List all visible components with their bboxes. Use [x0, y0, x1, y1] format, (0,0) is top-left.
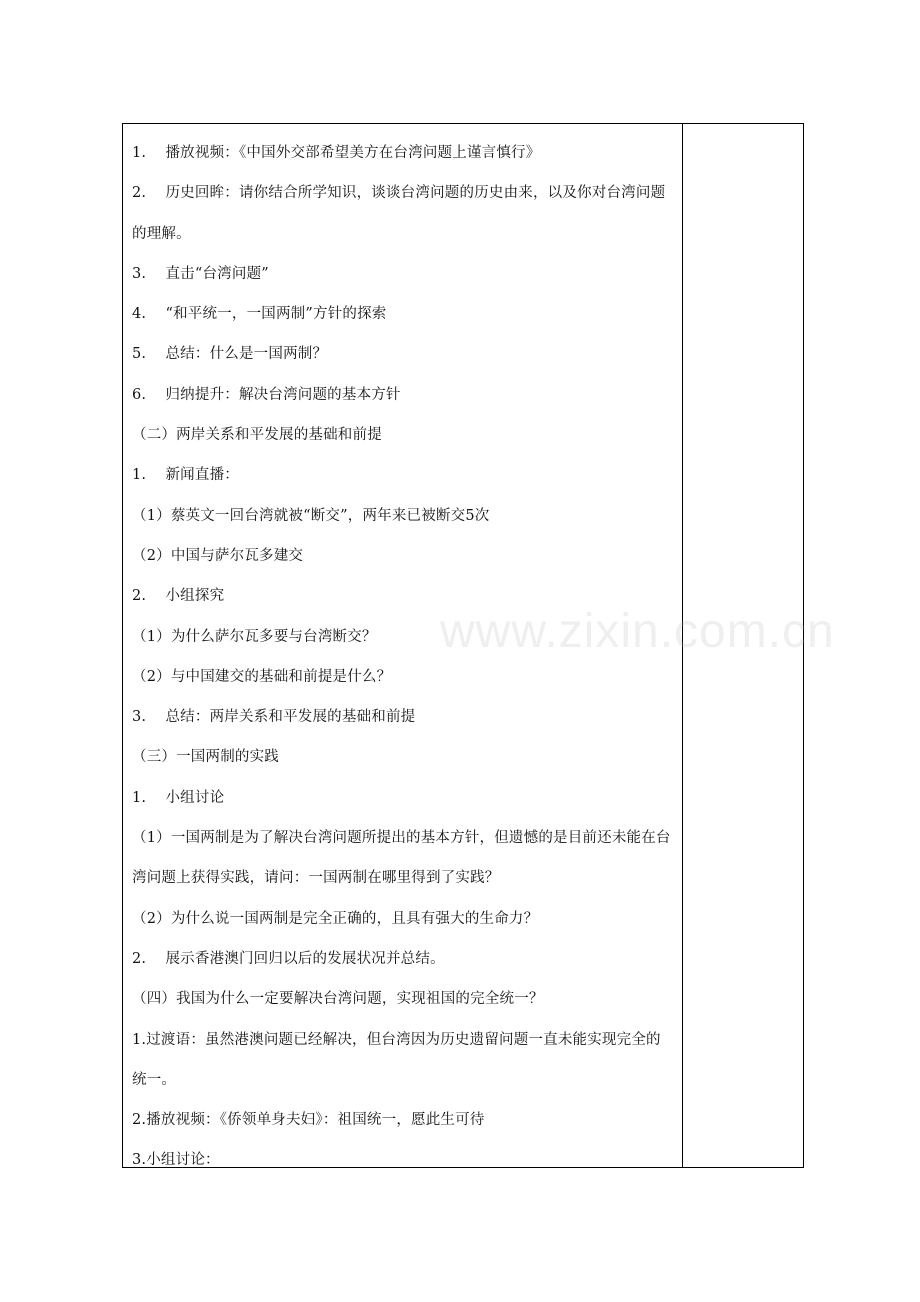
paragraph-15: （1）一国两制是为了解决台湾问题所提出的基本方针，但遗憾的是目前还未能在台湾问题上获得实践，请问：一国两制在哪里得到了实践？: [132, 830, 671, 887]
paragraph-9: （2）中国与萨尔瓦多建交: [132, 547, 304, 564]
paragraph-5: 5. 总结：什么是一国两制？: [132, 346, 328, 363]
paragraph-11: （1）为什么萨尔瓦多要与台湾断交？: [132, 628, 377, 645]
paragraph-6: 6. 归纳提升：解决台湾问题的基本方针: [132, 386, 401, 403]
paragraph-18: 1.过渡语：虽然港澳问题已经解决，但台湾因为历史遗留问题一直未能实现完全的统一。: [132, 1031, 661, 1088]
watermark: www.zixin.com.cn: [440, 605, 835, 658]
paragraph-7: 1. 新闻直播：: [132, 467, 239, 484]
paragraph-2: 2. 历史回眸：请你结合所学知识，谈谈台湾问题的历史由来，以及你对台湾问题的理解。: [132, 185, 666, 242]
section-heading-2: （二）两岸关系和平发展的基础和前提: [132, 427, 382, 444]
paragraph-12: （2）与中国建交的基础和前提是什么？: [132, 668, 392, 685]
paragraph-20: 3.小组讨论：: [132, 1152, 220, 1169]
paragraph-13: 3. 总结：两岸关系和平发展的基础和前提: [132, 709, 416, 726]
paragraph-3: 3. 直击“台湾问题”: [132, 265, 269, 282]
section-heading-3: （三）一国两制的实践: [132, 749, 279, 766]
paragraph-1: 1. 播放视频：《中国外交部希望美方在台湾问题上谨言慎行》: [132, 145, 541, 161]
paragraph-16: （2）为什么说一国两制是完全正确的，且具有强大的生命力？: [132, 910, 539, 927]
paragraph-8: （1）蔡英文一回台湾就被“断交”，两年来已被断交5次: [132, 507, 490, 524]
paragraph-19: 2.播放视频：《侨领单身夫妇》：祖国统一，愿此生可待: [132, 1112, 485, 1129]
paragraph-4: 4. “和平统一，一国两制”方针的探索: [132, 306, 387, 323]
section-heading-4: （四）我国为什么一定要解决台湾问题，实现祖国的完全统一？: [132, 991, 544, 1008]
paragraph-14: 1. 小组讨论: [132, 789, 225, 806]
paragraph-10: 2. 小组探究: [132, 588, 225, 605]
paragraph-17: 2. 展示香港澳门回归以后的发展状况并总结。: [132, 950, 445, 967]
